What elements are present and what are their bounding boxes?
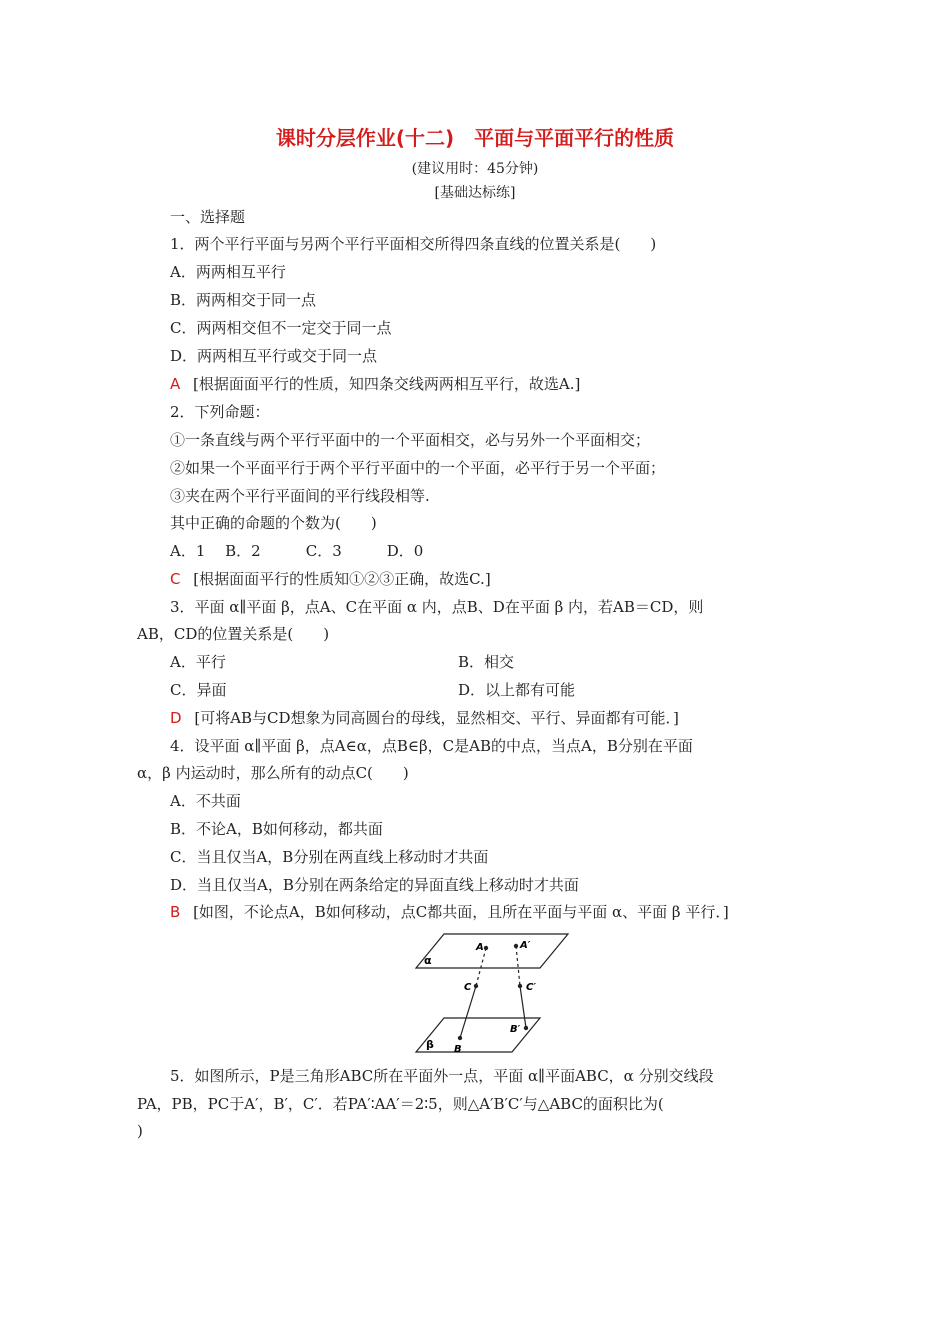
q1-explanation: [根据面面平行的性质，知四条交线两两相互平行，故选A.] — [193, 375, 581, 393]
q4-option-c: C．当且仅当A，B分别在两直线上移动时才共面 — [170, 848, 489, 866]
q5-stem-line1: 5．如图所示，P是三角形ABC所在平面外一点，平面 α∥平面ABC，α 分别交线段 — [170, 1067, 714, 1085]
part-heading: 一、选择题 — [170, 208, 246, 226]
q3-answer — [170, 708, 679, 728]
parallel-planes-figure — [410, 926, 580, 1060]
point-c — [474, 984, 478, 988]
label-a: A — [476, 942, 484, 953]
q3-option-a: A．平行 — [170, 653, 226, 671]
point-a — [484, 946, 488, 950]
q2-options: A．1 B．2 C．3 D．0 — [170, 542, 424, 560]
q3-explanation: [可将AB与CD想象为同高圆台的母线，显然相交、平行、异面都有可能．] — [194, 709, 679, 727]
q1-option-c: C．两两相交但不一定交于同一点 — [170, 319, 392, 337]
q4-stem-line2: α，β 内运动时，那么所有的动点C( ) — [137, 764, 409, 782]
q4-option-b: B．不论A，B如何移动，都共面 — [170, 820, 383, 838]
q2-answer — [170, 569, 491, 589]
point-b — [458, 1036, 462, 1040]
label-b: B — [454, 1044, 462, 1055]
q2-explanation: [根据面面平行的性质知①②③正确，故选C.] — [193, 570, 491, 588]
q2-answer-letter: C — [170, 570, 181, 588]
q3-stem-line2: AB，CD的位置关系是( ) — [137, 625, 330, 643]
q3-option-c: C．异面 — [170, 681, 227, 699]
segment-ab-lower — [460, 986, 476, 1038]
q1-option-a: A．两两相互平行 — [170, 263, 286, 281]
segment-a1b1-upper-dashed — [516, 946, 520, 986]
time-note: (建议用时：45分钟) — [411, 161, 539, 177]
q2-statement-2: ②如果一个平面平行于两个平行平面中的一个平面，必平行于另一个平面； — [170, 459, 666, 477]
q3-option-b: B．相交 — [458, 653, 515, 671]
q5-stem-line2: PA，PB，PC于A′，B′，C′．若PA′∶AA′＝2∶5，则△A′B′C′与△ABC的面积比为( — [137, 1095, 664, 1113]
q2-stem: 2．下列命题： — [170, 403, 270, 421]
label-a-prime: A′ — [520, 940, 531, 951]
q2-statement-1: ①一条直线与两个平行平面中的一个平面相交，必与另外一个平面相交； — [170, 431, 651, 449]
q4-answer-letter: B — [170, 903, 181, 921]
label-c: C — [464, 982, 472, 993]
label-b-prime: B′ — [510, 1024, 521, 1035]
q5-stem-line3: ) — [137, 1122, 143, 1140]
q1-option-d: D．两两相互平行或交于同一点 — [170, 347, 378, 365]
label-beta: β — [426, 1038, 434, 1051]
q3-option-d: D．以上都有可能 — [458, 681, 576, 699]
q4-option-d: D．当且仅当A，B分别在两条给定的异面直线上移动时才共面 — [170, 876, 579, 894]
q4-option-a: A．不共面 — [170, 792, 241, 810]
q1-stem: 1．两个平行平面与另两个平行平面相交所得四条直线的位置关系是( ) — [170, 235, 657, 253]
q4-explanation: [如图，不论点A，B如何移动，点C都共面，且所在平面与平面 α、平面 β 平行．] — [193, 903, 729, 921]
section-label: [基础达标练] — [434, 185, 516, 201]
q1-answer — [170, 374, 580, 394]
label-alpha: α — [424, 954, 432, 967]
q4-answer — [170, 902, 729, 922]
point-a-prime — [514, 944, 518, 948]
plane-beta — [416, 1018, 540, 1052]
q3-answer-letter: D — [170, 709, 182, 727]
q2-statement-3: ③夹在两个平行平面间的平行线段相等. — [170, 487, 430, 505]
q3-stem-line1: 3．平面 α∥平面 β，点A、C在平面 α 内，点B、D在平面 β 内，若AB＝CD，则 — [170, 598, 704, 616]
label-c-prime: C′ — [526, 982, 536, 993]
q1-option-b: B．两两相交于同一点 — [170, 291, 317, 309]
plane-alpha — [416, 934, 568, 968]
q1-answer-letter: A — [170, 375, 181, 393]
q2-ask: 其中正确的命题的个数为( ) — [170, 514, 377, 532]
point-b-prime — [524, 1026, 528, 1030]
page-title: 课时分层作业(十二) 平面与平面平行的性质 — [275, 126, 675, 150]
segment-ab-upper-dashed — [476, 948, 486, 986]
point-c-prime — [518, 984, 522, 988]
q4-stem-line1: 4．设平面 α∥平面 β，点A∈α，点B∈β，C是AB的中点，当点A，B分别在平面 — [170, 737, 693, 755]
